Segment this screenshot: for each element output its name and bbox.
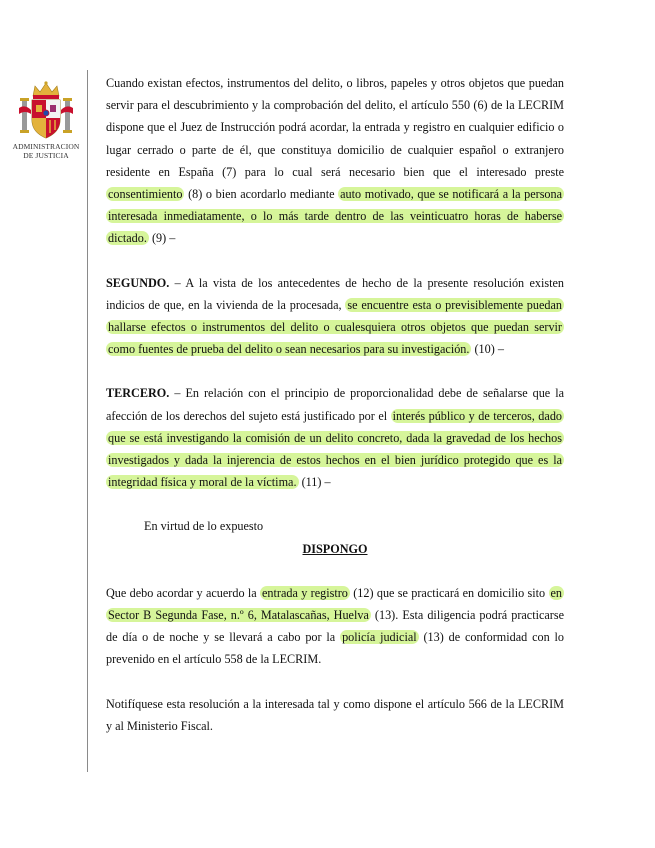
document-body bbox=[106, 72, 564, 737]
paragraph-text: (12) que se practicará en domicilio sito bbox=[353, 585, 546, 600]
paragraph-order bbox=[106, 582, 564, 671]
highlight-judicial-police: policía judicial bbox=[342, 630, 417, 645]
coat-of-arms-icon bbox=[17, 80, 75, 142]
paragraph-text: Que debo acordar y acuerdo la bbox=[106, 585, 257, 600]
intro-line: En virtud de lo expuesto bbox=[144, 519, 264, 534]
justice-logo bbox=[12, 80, 80, 160]
paragraph-text: (10) – bbox=[474, 342, 504, 357]
paragraph-text: (13) de conformidad con lo prevenido en el artículo 558 de la LECRIM. bbox=[106, 630, 564, 667]
paragraph-text: Cuando existan efectos, instrumentos del delito, o libros, papeles y otros objetos que puedan servir para el descubrimiento y la comprobación del delito, el artículo 550 (6) de la LECRIM dispone que el Juez de Instrucción podrá acordar, la entrada y registro en cualquier edificio o lugar cerrado o parte de él, que constituya domicilio de cualquier español o extranjero residente en España (7) para lo cual será necesario bien que el interesado preste bbox=[106, 76, 564, 179]
paragraph-text: (9) – bbox=[151, 231, 176, 246]
paragraph-text: (8) o bien acordarlo mediante bbox=[188, 187, 335, 202]
paragraph-notification: Notifíquese esta resolución a la interesada tal y como dispone el artículo 566 de la LECRIM y al Ministerio Fiscal. bbox=[106, 696, 564, 733]
highlight-entry-search: entrada y registro bbox=[262, 585, 348, 600]
paragraph-text: – A la vista de los antecedentes de hecho de la presente resolución existen indicios de que, en la vivienda de la procesada, bbox=[106, 275, 564, 312]
highlight-address: en Sector B Segunda Fase, n.º 6, Matalascañas, Huelva bbox=[108, 585, 563, 623]
dispongo-heading: DISPONGO bbox=[302, 541, 368, 556]
paragraph-text: (11) – bbox=[301, 475, 331, 490]
highlight-evidence: se encuentre esta o previsiblemente puedan hallarse efectos o instrumentos del delito o cualesquiera otros objetos que puedan servir como fuentes de prueba del delito o sean necesarios para su investigación. bbox=[108, 297, 562, 357]
highlight-consent: consentimiento bbox=[108, 187, 183, 202]
section-heading-segundo: SEGUNDO. bbox=[106, 275, 170, 290]
logo-line-1: ADMINISTRACION bbox=[12, 142, 80, 151]
paragraph-text: (13). Esta diligencia podrá practicarse de día o de noche y se llevará a cabo por la bbox=[106, 608, 564, 645]
section-heading-tercero: TERCERO. bbox=[106, 386, 170, 401]
margin-divider bbox=[87, 70, 88, 772]
highlight-motivated-order: auto motivado, que se notificará a la persona interesada inmediatamente, o lo más tarde dentro de las veinticuatro horas de haberse dictado. bbox=[108, 187, 563, 246]
logo-line-2: DE JUSTICIA bbox=[23, 151, 69, 160]
paragraph-segundo bbox=[106, 272, 564, 361]
highlight-public-interest: interés público y de terceros, dado que se está investigando la comisión de un delito concreto, dada la gravedad de los hechos investigados y dada la injerencia de estos hechos en el bien jurídico protegido que es la integridad física y moral de la víctima. bbox=[108, 408, 563, 490]
paragraph-legal-basis bbox=[106, 72, 564, 250]
paragraph-text: – En relación con el principio de proporcionalidad debe de señalarse que la afección de los derechos del sujeto está justificado por el bbox=[106, 386, 565, 423]
paragraph-tercero bbox=[106, 382, 564, 493]
